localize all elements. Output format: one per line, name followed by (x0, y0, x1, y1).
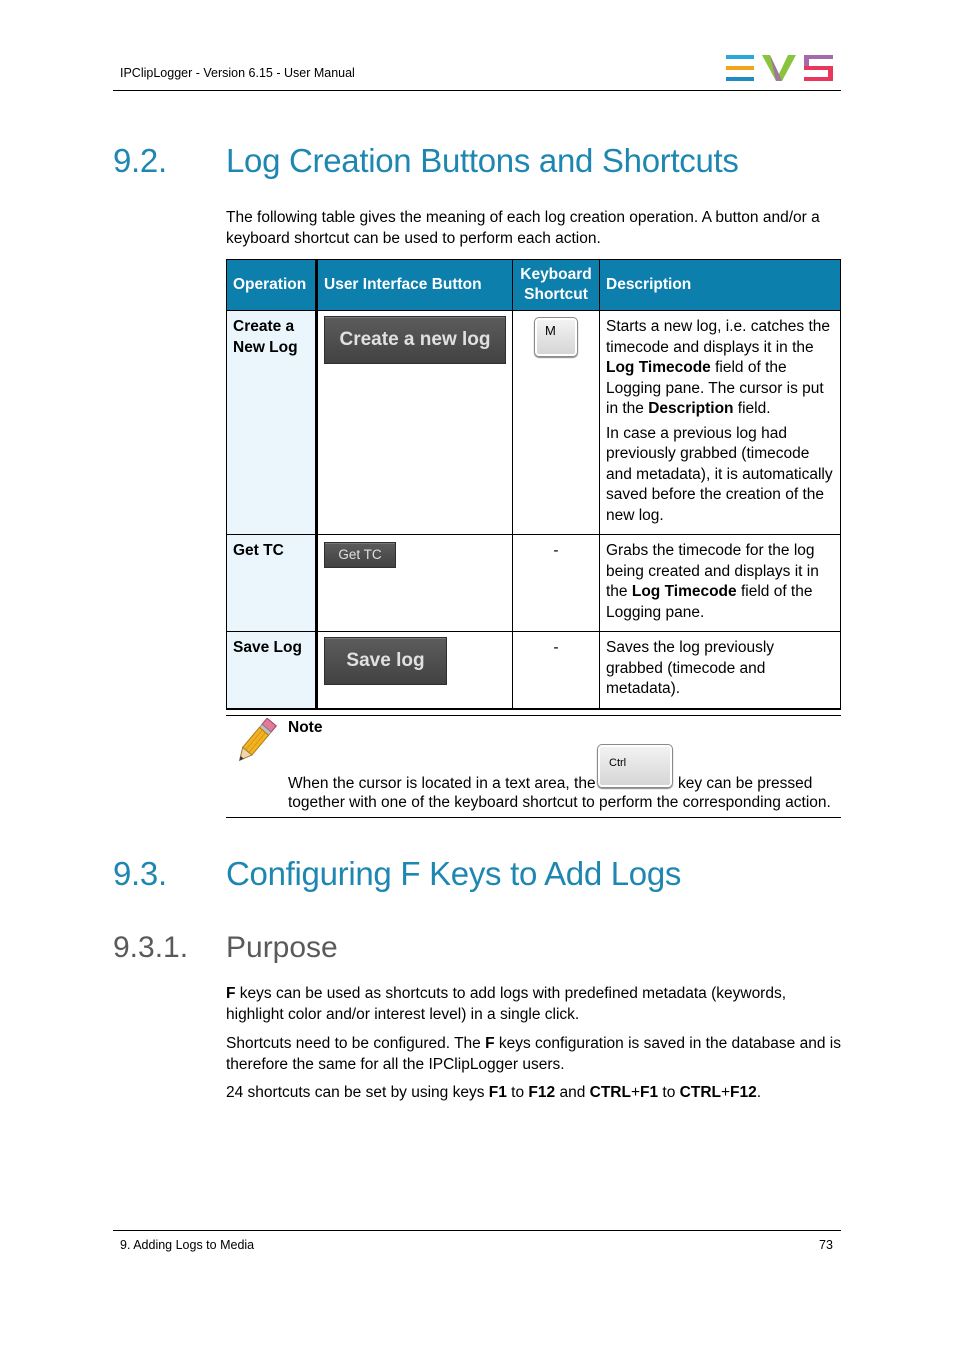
note-text-line2: together with one of the keyboard shortcut to perform the corresponding action. (288, 794, 831, 811)
section-title: Log Creation Buttons and Shortcuts (226, 142, 739, 179)
page-number: 73 (819, 1238, 833, 1252)
col-header-description: Description (600, 260, 841, 311)
note-text-before: When the cursor is located in a text area, the (288, 775, 596, 792)
purpose-paragraph-3 (226, 1082, 844, 1103)
operation-cell: Get TC (227, 535, 317, 632)
bold-text: CTRL (589, 1084, 631, 1101)
log-creation-table (226, 259, 841, 710)
m-key-label: M (545, 323, 556, 338)
operation-label-line2: New Log (233, 338, 298, 356)
ui-button-cell (317, 535, 513, 632)
shortcut-cell (513, 311, 600, 535)
operation-label-line1: Create a (233, 318, 295, 335)
footer-rule (113, 1230, 841, 1231)
description-cell (600, 535, 841, 632)
section-heading-9-3 (113, 855, 813, 895)
body-text: to (658, 1084, 680, 1101)
body-text: 24 shortcuts can be set by using keys (226, 1084, 489, 1101)
ui-button-cell (317, 311, 513, 535)
table-row (227, 311, 841, 535)
bold-text: F1 (640, 1084, 659, 1101)
purpose-paragraph-2 (226, 1033, 844, 1075)
body-text: to (506, 1084, 529, 1101)
bold-text: F1 (488, 1084, 507, 1101)
table-row (227, 632, 841, 709)
section-heading-9-2 (113, 142, 813, 182)
create-new-log-button[interactable]: Create a new log (324, 316, 506, 364)
operation-cell (227, 311, 317, 535)
body-text: + (630, 1084, 641, 1101)
section-intro: The following table gives the meaning of each log creation operation. A button and/or a keyboard shortcut can be used to perform each action. (226, 209, 820, 247)
desc-bold: Description (648, 400, 734, 417)
ctrl-key-icon (597, 744, 673, 788)
desc-text: field. (733, 400, 771, 417)
shortcut-cell: - (513, 535, 600, 632)
evs-logo (726, 54, 834, 82)
body-text: + (720, 1084, 731, 1101)
note-top-rule (226, 715, 841, 716)
body-text: Shortcuts need to be configured. The (226, 1035, 486, 1052)
section-number: 9.2. (113, 142, 167, 179)
purpose-paragraph-1 (226, 983, 844, 1025)
footer-chapter: 9. Adding Logs to Media (120, 1238, 255, 1252)
ui-button-cell (317, 632, 513, 709)
desc-text: field of the Logging pane. (606, 583, 813, 621)
body-text: and (555, 1084, 590, 1101)
description-cell (600, 311, 841, 535)
body-text: keys configuration is saved in the database and is therefore the same for all the IPClipLogger users. (226, 1035, 841, 1073)
desc-text: Grabs the timecode for the log being created and displays it in the (606, 542, 819, 600)
note-text-after: key can be pressed (678, 775, 813, 792)
section-number: 9.3. (113, 855, 167, 892)
col-header-keyboard-line1: Keyboard (520, 266, 592, 283)
m-key-icon (534, 317, 578, 357)
description-paragraph: Saves the log previously grabbed (timecode and metadata). (606, 639, 775, 697)
section-title: Configuring F Keys to Add Logs (226, 855, 682, 892)
bold-text: F12 (730, 1084, 757, 1101)
bold-text: F (485, 1035, 495, 1052)
description-cell (600, 632, 841, 709)
description-paragraph (606, 317, 834, 420)
section-heading-9-3-1 (113, 931, 813, 967)
note-text-line1 (288, 774, 596, 794)
desc-bold: Log Timecode (631, 583, 737, 600)
bold-text: F (226, 985, 236, 1002)
bold-text: CTRL (679, 1084, 721, 1101)
get-tc-button[interactable]: Get TC (324, 542, 396, 568)
description-paragraph: In case a previous log had previously grabbed (timecode and metadata), it is automatically saved before the creation of the new log. (606, 424, 833, 524)
pencil-icon (230, 718, 280, 766)
header-rule (113, 90, 841, 91)
table-header-row (227, 260, 841, 311)
description-paragraph (606, 541, 834, 623)
shortcut-cell: - (513, 632, 600, 709)
desc-text: Starts a new log, i.e. catches the timecode and displays it in the (606, 318, 831, 356)
operation-cell: Save Log (227, 632, 317, 709)
note-bottom-rule (226, 817, 841, 818)
col-header-keyboard-line2: Shortcut (524, 286, 588, 303)
document-header-title: IPClipLogger - Version 6.15 - User Manual (120, 66, 355, 80)
col-header-keyboard-shortcut (513, 260, 600, 311)
desc-bold: Log Timecode (606, 359, 711, 376)
note-title: Note (288, 719, 323, 736)
col-header-ui-button: User Interface Button (317, 260, 513, 311)
body-text: . (756, 1084, 762, 1101)
table-row (227, 535, 841, 632)
ctrl-key-label: Ctrl (609, 757, 627, 769)
subsection-number: 9.3.1. (113, 931, 189, 964)
bold-text: F12 (528, 1084, 556, 1101)
subsection-title: Purpose (226, 931, 338, 964)
col-header-operation: Operation (227, 260, 317, 311)
desc-text: field of the Logging pane. The cursor is put in the (606, 359, 824, 417)
save-log-button[interactable]: Save log (324, 637, 447, 685)
body-text: keys can be used as shortcuts to add logs with predefined metadata (keywords, highlight color and/or interest level) in a single click. (226, 985, 787, 1023)
